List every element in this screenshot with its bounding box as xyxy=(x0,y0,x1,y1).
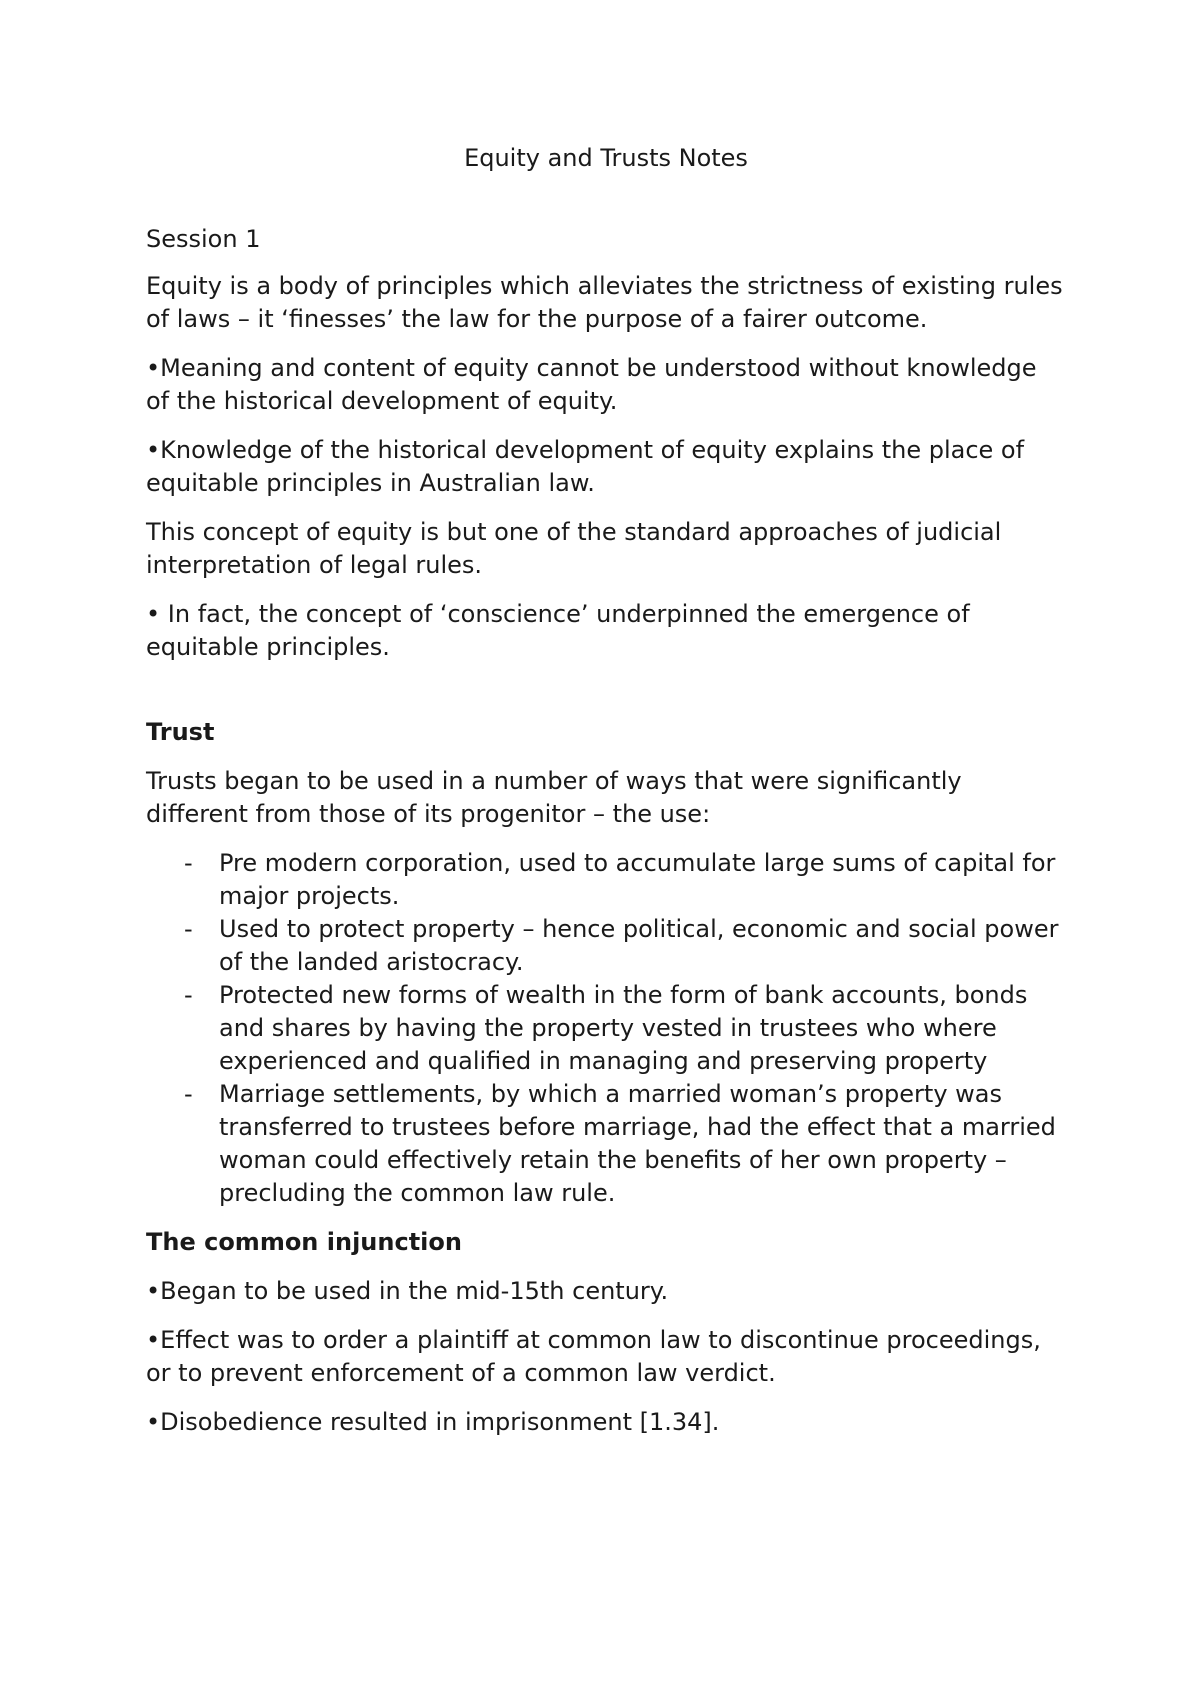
session-heading: Session 1 xyxy=(146,225,261,253)
dash-marker: - xyxy=(184,981,193,1009)
document-body xyxy=(146,142,1066,1455)
intro-paragraph: •Meaning and content of equity cannot be understood without knowledge of the historical development of equity. xyxy=(146,354,1037,415)
dash-marker: - xyxy=(184,1080,193,1108)
dash-marker: - xyxy=(184,849,193,877)
list-item-text: Marriage settlements, by which a married woman’s property was transferred to trustees before marriage, had the effect that a married woman could effectively retain the benefits of her own property – precluding the common law rule. xyxy=(219,1080,1056,1207)
list-item-text: Pre modern corporation, used to accumulate large sums of capital for major projects. xyxy=(219,849,1056,910)
injunction-paragraph: •Began to be used in the mid-15th century. xyxy=(146,1277,669,1305)
list-item-text: Used to protect property – hence political, economic and social power of the landed aristocracy. xyxy=(219,915,1059,976)
list-item xyxy=(146,979,1066,1078)
injunction-heading: The common injunction xyxy=(146,1228,462,1256)
list-item xyxy=(146,847,1066,913)
intro-paragraph: Equity is a body of principles which alleviates the strictness of existing rules of laws – it ‘finesses’ the law for the purpose of a fairer outcome. xyxy=(146,272,1063,333)
list-item xyxy=(146,1078,1066,1210)
trust-uses-list xyxy=(146,847,1066,1210)
list-item-text: Protected new forms of wealth in the form of bank accounts, bonds and shares by having the property vested in trustees who where experienced and qualified in managing and preserving property xyxy=(219,981,1028,1075)
trust-heading: Trust xyxy=(146,718,215,746)
intro-paragraph: •Knowledge of the historical development of equity explains the place of equitable principles in Australian law. xyxy=(146,436,1025,497)
injunction-paragraph: •Disobedience resulted in imprisonment [1.34]. xyxy=(146,1408,720,1436)
document-title: Equity and Trusts Notes xyxy=(464,144,748,172)
dash-marker: - xyxy=(184,915,193,943)
injunction-paragraph: •Effect was to order a plaintiff at common law to discontinue proceedings, or to prevent enforcement of a common law verdict. xyxy=(146,1326,1041,1387)
trust-paragraph: Trusts began to be used in a number of ways that were significantly different from those of its progenitor – the use: xyxy=(146,767,962,828)
intro-paragraph: • In fact, the concept of ‘conscience’ underpinned the emergence of equitable principles. xyxy=(146,600,970,661)
list-item xyxy=(146,913,1066,979)
intro-paragraph: This concept of equity is but one of the standard approaches of judicial interpretation of legal rules. xyxy=(146,518,1002,579)
